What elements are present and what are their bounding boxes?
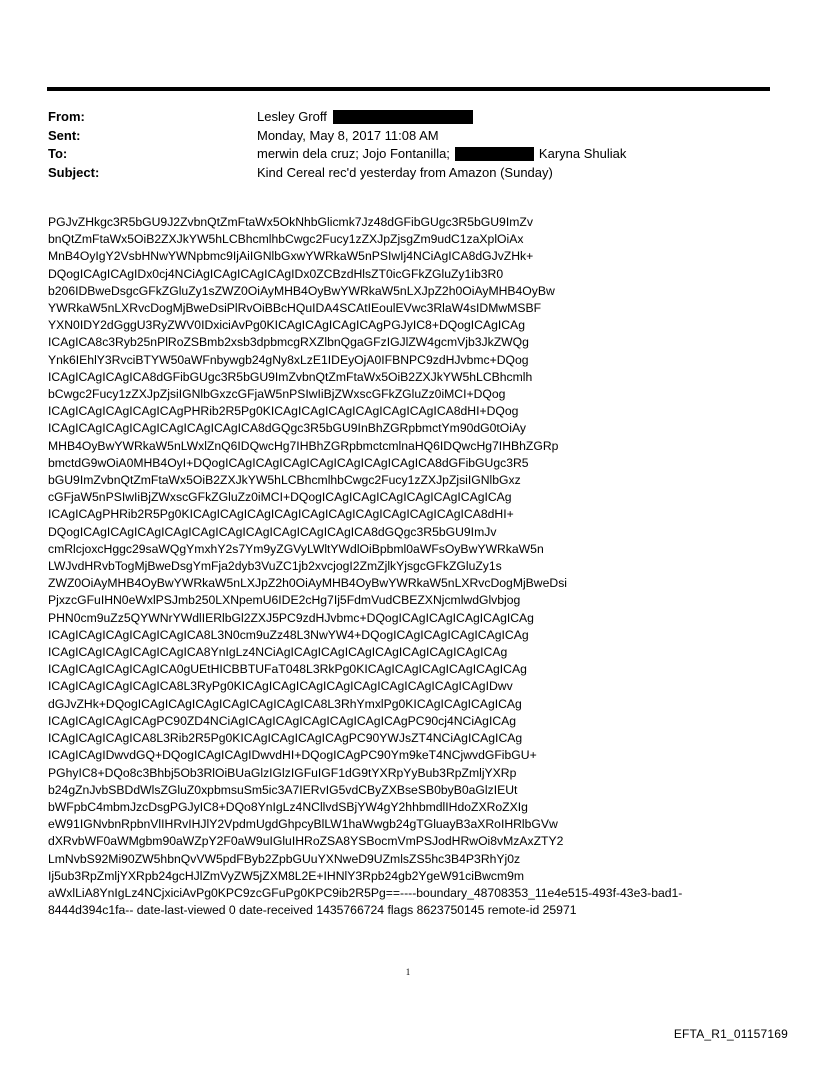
- body-line: Ynk6IEhlY3RvciBTYW50aWFnbywgb24gNy8xLzE1IDEyOjA0IFBNPC9zdHJvbmc+DQog: [48, 352, 529, 367]
- body-line: bGU9ImZvbnQtZmFtaWx5OiB2ZXJkYW5hLCBhcmlhbCwgc2Fucy1zZXJpZjsiIGNlbGxz: [48, 473, 521, 488]
- header-rule: [47, 87, 770, 91]
- bates-number: EFTA_R1_01157169: [673, 1027, 788, 1041]
- body-line: dXRvbWF0aWMgbm90aWZpY2F0aW9uIGluIHRoZSA8YSBocmVmPSJodHRwOi8vMzAxZTY2: [48, 834, 564, 849]
- body-line: ICAgICAgICAgICAgICAgICA8YnIgLz4NCiAgICAgICAgICAgICAgICAgICAgICAgICAg: [48, 645, 508, 660]
- body-line: YWRkaW5nLXRvcDogMjBweDsiPlRvOiBBcHQuIDA4SCAtIEoulEVwc3RlaW4sIDMwMSBF: [48, 301, 542, 316]
- body-line: PGJvZHkgc3R5bGU9J2ZvbnQtZmFtaWx5OkNhbGlicmk7Jz48dGFibGUgc3R5bGU9ImZv: [48, 215, 533, 229]
- from-label: From:: [48, 109, 85, 124]
- body-line: bnQtZmFtaWx5OiB2ZXJkYW5hLCBhcmlhbCwgc2Fucy1zZXJpZjsgZm9udC1zaXplOiAx: [48, 232, 524, 247]
- subject-label: Subject:: [48, 164, 100, 180]
- body-line: PGhyIC8+DQo8c3Bhbj5Ob3RlOiBUaGlzIGlzIGFuIGF1dG9tYXRpYyBub3RpZmljYXRp: [48, 765, 517, 780]
- to-row: [48, 145, 748, 164]
- redaction-block: [333, 110, 473, 124]
- body-line: MHB4OyBwYWRkaW5nLWxlZnQ6IDQwcHg7IHBhZGRpbmctcmlnaHQ6IDQwcHg7IHBhZGRp: [48, 438, 559, 453]
- sent-label: Sent:: [48, 127, 81, 143]
- body-line: ICAgICAgIDwvdGQ+DQogICAgICAgIDwvdHI+DQogICAgPC90Ym9keT4NCjwvdGFibGU+: [48, 748, 537, 763]
- body-line: ICAgICAgICAgICAgICA0gUEtHICBBTUFaT048L3RkPg0KICAgICAgICAgICAgICAgICAg: [48, 662, 527, 677]
- body-line: bmctdG9wOiA0MHB4OyI+DQogICAgICAgICAgICAgICAgICAgICAgICA8dGFibGUgc3R5: [48, 455, 529, 470]
- redaction-block: [455, 147, 534, 161]
- body-line: b24gZnJvbSBDdWlsZGluZ0xpbmsuSm5ic3A7IERvIG5vdCByZXBseSB0byB0aGlzIEUt: [48, 782, 518, 797]
- body-line: PjxzcGFuIHN0eWxlPSJmb250LXNpemU6IDE2cHg7Ij5FdmVudCBEZXNjcmlwdGlvbjog: [48, 593, 521, 608]
- body-line: DQogICAgICAgICAgICAgICAgICAgICAgICAgICAgICAgICA8dGQgc3R5bGU9ImJv: [48, 524, 497, 539]
- body-line: ICAgICA8c3Ryb25nPlRoZSBmb2xsb3dpbmcgRXZlbnQgaGFzIGJlZW4gcmVjb3JkZWQg: [48, 335, 529, 350]
- body-line: bWFpbC4mbmJzcDsgPGJyIC8+DQo8YnIgLz4NCllvdSBjYW4gY2hhbmdlIHdoZXRoZXIg: [48, 799, 528, 814]
- body-line: aWxlLiA8YnIgLz4NCjxiciAvPg0KPC9zcGFuPg0KPC9ib2R5Pg==----boundary_48708353_11e4e515-493f-43e3-bad1-: [48, 885, 683, 900]
- body-line: cmRlcjoxcHggc29saWQgYmxhY2s7Ym9yZGVyLWltYWdlOiBpbml0aWFsOyBwYWRkaW5n: [48, 541, 544, 556]
- body-line: ZWZ0OiAyMHB4OyBwYWRkaW5nLXJpZ2h0OiAyMHB4OyBwYWRkaW5nLXRvcDogMjBweDsi: [48, 576, 567, 591]
- body-line: dGJvZHk+DQogICAgICAgICAgICAgICAgICAgICA8L3RhYmxlPg0KICAgICAgICAgICAg: [48, 696, 522, 711]
- body-line: YXN0IDY2dGggU3RyZWV0IDxiciAvPg0KICAgICAgICAgICAgPGJyIC8+DQogICAgICAg: [48, 318, 525, 333]
- body-line: ICAgICAgICAgICAgICAgICAgICAgICA8dGQgc3R5bGU9InBhZGRpbmctYm90dG0tOiAy: [48, 421, 526, 436]
- body-line: bCwgc2Fucy1zZXJpZjsiIGNlbGxzcGFjaW5nPSIwIiBjZWxscGFkZGluZz0iMCI+DQog: [48, 387, 506, 402]
- page-number: 1: [405, 967, 411, 977]
- body-line: b206IDBweDsgcGFkZGluZy1sZWZ0OiAyMHB4OyBwYWRkaW5nLXJpZ2h0OiAyMHB4OyBw: [48, 283, 555, 298]
- body-line: ICAgICAgICAgICAgICAgICA8L3N0cm9uZz48L3NwYW4+DQogICAgICAgICAgICAgICAg: [48, 627, 529, 642]
- body-line: ICAgICAgICAgICAgICA8L3RyPg0KICAgICAgICAgICAgICAgICAgICAgICAgICAgIDwv: [48, 679, 513, 694]
- body-line: eW91IGNvbnRpbnVlIHRvIHJlY2VpdmUgdGhpcyBlLW1haWwgb24gTGluayB3aXRoIHRlbGVw: [48, 817, 558, 832]
- body-line: ICAgICAgPHRib2R5Pg0KICAgICAgICAgICAgICAgICAgICAgICAgICAgICAgICA8dHI+: [48, 507, 514, 522]
- body-line: DQogICAgICAgIDx0cj4NCiAgICAgICAgICAgIDx0ZCBzdHlsZT0icGFkZGluZy1ib3R0: [48, 266, 504, 281]
- from-value: Lesley Groff: [257, 109, 327, 124]
- body-line: MnB4OyIgY2VsbHNwYWNpbmc9IjAiIGNlbGxwYWRkaW5nPSIwIj4NCiAgICA8dGJvZHk+: [48, 249, 534, 264]
- subject-row: [48, 164, 748, 183]
- body-line: PHN0cm9uZz5QYWNrYWdlIERlbGl2ZXJ5PC9zdHJvbmc+DQogICAgICAgICAgICAgICAg: [48, 610, 534, 625]
- subject-value: Kind Cereal rec'd yesterday from Amazon (Sunday): [257, 164, 553, 180]
- to-label: To:: [48, 146, 68, 161]
- body-line: ICAgICAgICAgICAgICAgPHRib2R5Pg0KICAgICAgICAgICAgICAgICAgICA8dHI+DQog: [48, 404, 519, 419]
- to-value-2: Karyna Shuliak: [538, 146, 627, 161]
- to-value-1: merwin dela cruz; Jojo Fontanilla;: [257, 146, 450, 161]
- body-line: Ij5ub3RpZmljYXRpb24gcHJlZmVyZW5jZXM8L2E+IHNlY3Rpb24gb2YgeW91ciBwcm9m: [48, 868, 525, 883]
- body-line: cGFjaW5nPSIwIiBjZWxscGFkZGluZz0iMCI+DQogICAgICAgICAgICAgICAgICAgICAg: [48, 490, 512, 505]
- body-line: ICAgICAgICAgICAgPC90ZD4NCiAgICAgICAgICAgICAgICAgICAgPC90cj4NCiAgICAg: [48, 713, 517, 728]
- body-line: LWJvdHRvbTogMjBweDsgYmFja2dyb3VuZC1jb2xvcjogI2ZmZjlkYjsgcGFkZGluZy1s: [48, 559, 502, 574]
- body-line: ICAgICAgICAgICA8L3Rib2R5Pg0KICAgICAgICAgICAgPC90YWJsZT4NCiAgICAgICAg: [48, 731, 523, 746]
- email-body: [48, 214, 768, 919]
- body-line: ICAgICAgICAgICA8dGFibGUgc3R5bGU9ImZvbnQtZmFtaWx5OiB2ZXJkYW5hLCBhcmlh: [48, 369, 533, 384]
- body-line: 8444d394c1fa-- date-last-viewed 0 date-received 1435766724 flags 8623750145 remote-id 25971: [48, 903, 577, 918]
- body-line: LmNvbS92Mi90ZW5hbnQvVW5pdFByb2ZpbGUuYXNweD9UZmlsZS5hc3B4P3RhYj0z: [48, 851, 521, 866]
- sent-value: Monday, May 8, 2017 11:08 AM: [257, 127, 439, 143]
- from-row: [48, 108, 748, 127]
- sent-row: [48, 127, 748, 146]
- email-header: [48, 108, 748, 182]
